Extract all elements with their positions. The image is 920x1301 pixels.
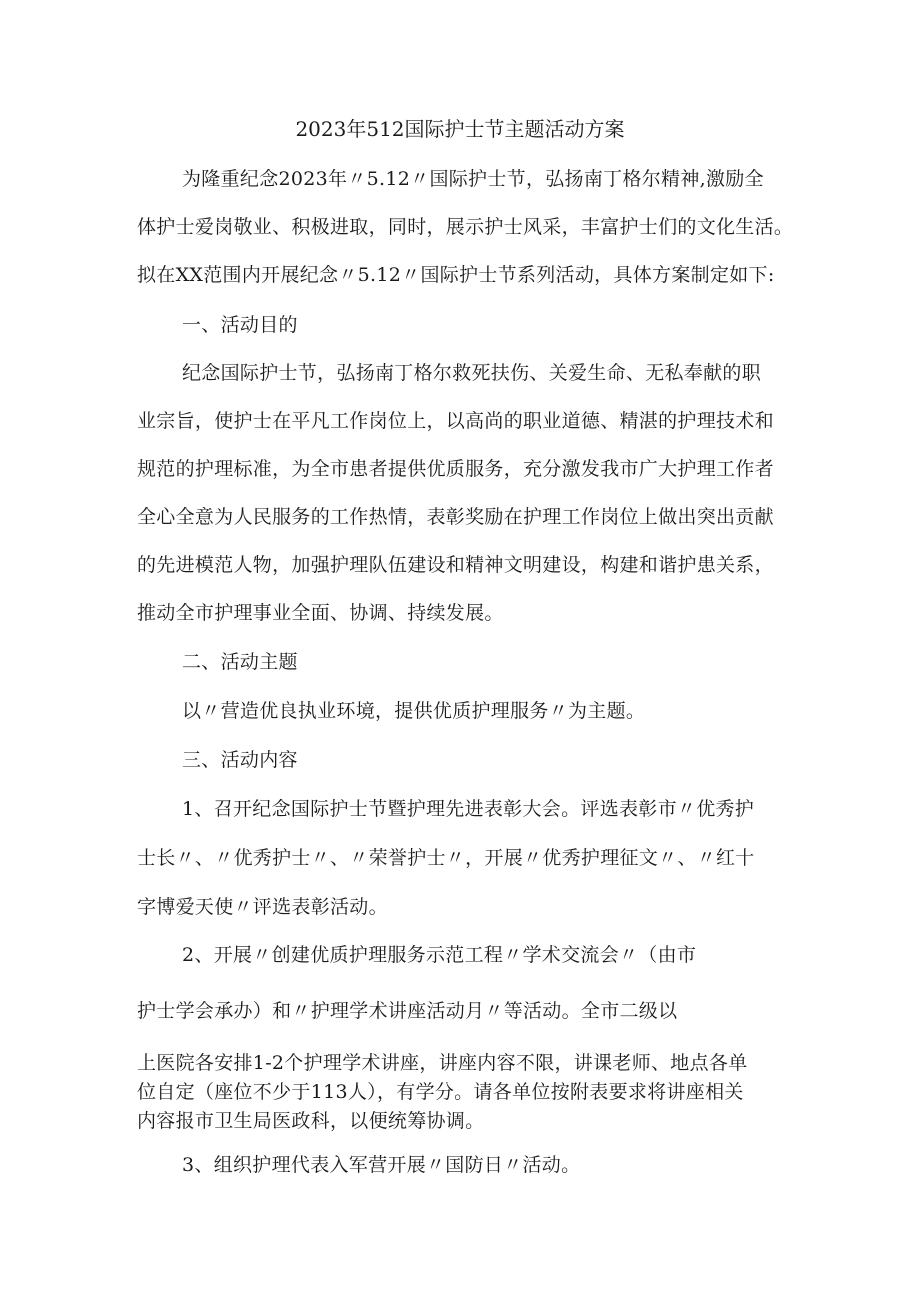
paragraph-line: 字博爱天使〃评选表彰活动。: [137, 896, 388, 918]
document-title: 2023年512国际护士节主题活动方案: [295, 117, 625, 141]
paragraph-line: 业宗旨，使护士在平凡工作岗位上，以高尚的职业道德、精湛的护理技术和: [137, 410, 774, 432]
section-heading: 一、活动目的: [182, 314, 298, 336]
paragraph-line: 为隆重纪念2023年〃5.12〃国际护士节，弘扬南丁格尔精神,激励全: [182, 168, 764, 190]
paragraph-line: 护士学会承办）和〃护理学术讲座活动月〃等活动。全市二级以: [137, 1000, 678, 1022]
section-heading: 二、活动主题: [182, 651, 298, 673]
paragraph-line: 体护士爱岗敬业、积极进取，同时，展示护士风采，丰富护士们的文化生活。: [137, 216, 794, 238]
paragraph-line: 士长〃、〃优秀护士〃、〃荣誉护士〃，开展〃优秀护理征文〃、〃红十: [137, 847, 755, 869]
paragraph-line: 上医院各安排1-2个护理学术讲座，讲座内容不限，讲课老师、地点各单: [137, 1052, 748, 1074]
paragraph-line: 拟在XX范围内开展纪念〃5.12〃国际护士节系列活动，具体方案制定如下:: [137, 264, 775, 286]
paragraph-line: 位自定（座位不少于113人），有学分。请各单位按附表要求将讲座相关: [137, 1081, 744, 1103]
paragraph-line: 推动全市护理事业全面、协调、持续发展。: [137, 602, 504, 624]
paragraph-line: 以〃营造优良执业环境，提供优质护理服务〃为主题。: [182, 700, 646, 722]
paragraph-line: 规范的护理标准，为全市患者提供优质服务，充分激发我市广大护理工作者: [137, 458, 774, 480]
paragraph-line: 内容报市卫生局医政科，以便统筹协调。: [137, 1110, 485, 1132]
section-heading: 三、活动内容: [182, 749, 298, 771]
paragraph-line: 1、召开纪念国际护士节暨护理先进表彰大会。评选表彰市〃优秀护: [182, 798, 755, 820]
paragraph-line: 纪念国际护士节，弘扬南丁格尔救死扶伤、关爱生命、无私奉献的职: [182, 362, 762, 384]
paragraph-line: 3、组织护理代表入军营开展〃国防日〃活动。: [182, 1154, 581, 1176]
paragraph-line: 全心全意为人民服务的工作热情，表彰奖励在护理工作岗位上做出突出贡献: [137, 506, 774, 528]
paragraph-line: 2、开展〃创建优质护理服务示范工程〃学术交流会〃（由市: [182, 944, 697, 966]
paragraph-line: 的先进模范人物，加强护理队伍建设和精神文明建设，构建和谐护患关系，: [137, 554, 774, 576]
